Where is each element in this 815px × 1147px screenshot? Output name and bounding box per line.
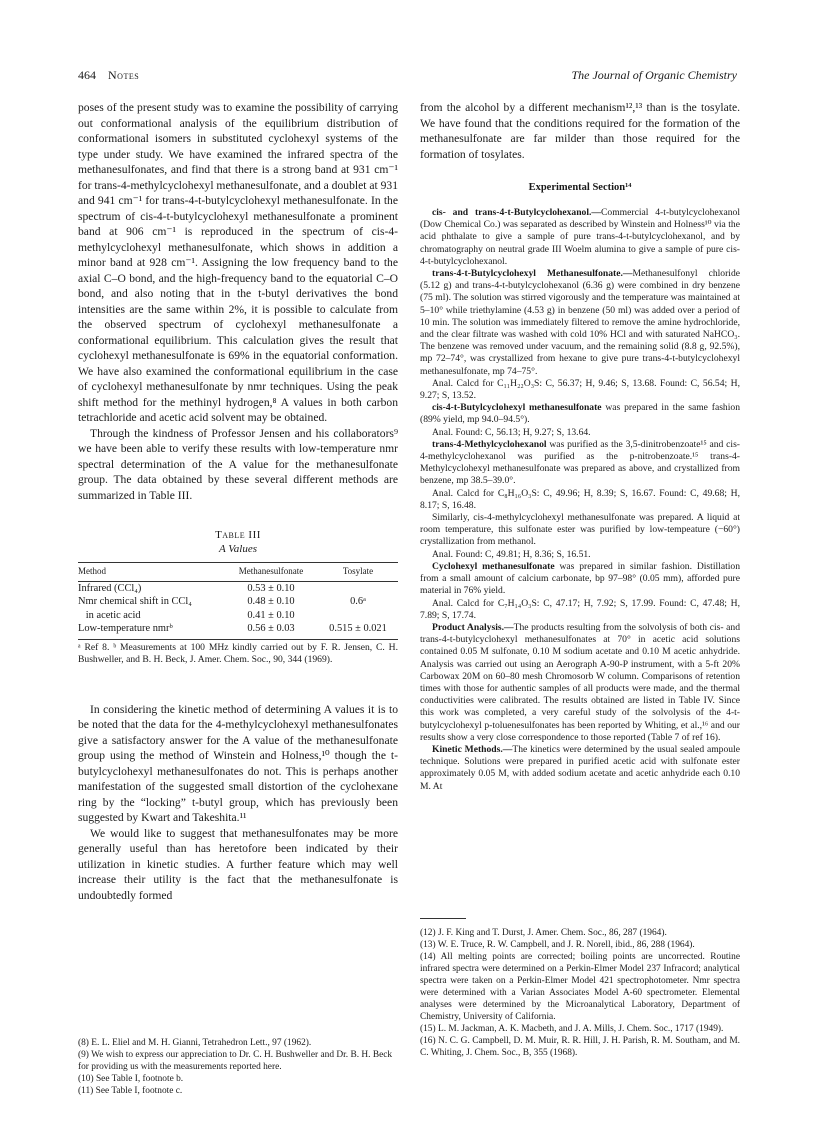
right-column: [420, 100, 740, 793]
experimental-section: [420, 207, 740, 793]
exp-paragraph: [420, 512, 740, 549]
footnote: (10) See Table I, footnote b.: [78, 1074, 184, 1084]
section-name: Notes: [108, 68, 140, 82]
table-cell: 0.53 ± 0.10: [247, 582, 295, 594]
footnote: (11) See Table I, footnote c.: [78, 1086, 183, 1096]
table-cell: Nmr chemical shift in CCl₄: [78, 596, 192, 607]
table-cell: 0.56 ± 0.03: [247, 623, 295, 634]
table-row: [78, 595, 398, 609]
page-number: 464: [78, 68, 96, 82]
table-footnote: ᵃ Ref 8. ᵇ Measurements at 100 MHz kindly carried out by F. R. Jensen, C. H. Bushweller, and B. H. Beck, J. Amer. Chem. Soc., 90, 344 (1969).: [78, 639, 398, 666]
table-header-tosylate: Tosylate: [342, 566, 374, 576]
journal-title: The Journal of Organic Chemistry: [571, 68, 737, 82]
footnotes-left: [78, 1037, 398, 1097]
table-row: [78, 609, 398, 623]
right-paragraph-1: from the alcohol by a different mechanism¹²,¹³ than is the tosylate. We have found that the conditions required for the formation of the methanesulfonate are far milder than those required for the formation of tosylates.: [420, 101, 740, 161]
left-column: [78, 100, 398, 903]
footnote: (14) All melting points are corrected; boiling points are uncorrected. Routine infrared spectra were determined on a Perkin-Elmer Model 237 Infracord; analytical spectra were taken on a Perkin-Elmer Model 421 spectrophotometer. Nmr spectra were determined with a Varian Associates Model A-60 spectrometer. Elemental analyses were determined by the Microanalytical Laboratory, Department of Chemistry, University of California.: [420, 952, 740, 1022]
exp-lead: Kinetic Methods.—: [432, 743, 513, 755]
exp-text: Anal. Calcd for C₈H₁₆O₃S: C, 49.96; H, 8.39; S, 16.67. Found: C, 49.68; H, 8.17; S, 16.48.: [420, 487, 740, 511]
exp-text: Commercial 4-t-butylcyclohexanol (Dow Chemical Co.) was separated as described by Winstein and Holness¹⁰ via the acid phthalate to give a sample of pure trans-4-t-butylcyclohexanol, and by chromatography on neutral grade III Woelm alumina to give a sample of pure cis-4-t-butylcyclohexanol.: [420, 207, 740, 267]
exp-text: was prepared in similar fashion. Distillation from a small amount of calcium carbonate, bp 97–98° (0.05 mm), afforded pure material in 76% yield.: [420, 560, 740, 597]
exp-paragraph: [420, 744, 740, 793]
table-title: Table III: [215, 529, 261, 541]
table-cell: in acetic acid: [78, 609, 141, 621]
footnote: (9) We wish to express our appreciation to Dr. C. H. Bushweller and Dr. B. H. Beck for providing us with the measurements reported here.: [78, 1050, 393, 1072]
right-body: [420, 100, 740, 162]
left-paragraph-2: Through the kindness of Professor Jensen and his collaborators⁹ we have been able to verify these results with low-temperature nmr spectral determination of the A value for the methanesulfonate group. The data obtained by these several different methods are summarized in Table III.: [78, 426, 398, 502]
exp-text: Similarly, cis-4-methylcyclohexyl methanesulfonate was prepared. A liquid at room temperature, this sulfonate ester was purified by low-tempeature (−60°) crystallization from methanol.: [420, 512, 740, 548]
footnotes-right: [420, 927, 740, 1059]
exp-paragraph: [420, 439, 740, 488]
table-header-row: [78, 562, 398, 582]
exp-text: was purified as the 3,5-dinitrobenzoate¹⁵ and cis-4-methylcyclohexanol was purified as the p-nitrobenzoate.¹⁵ trans-4-Methylcyclohexyl methanesulfonate was prepared as above, and crystallized from benzene, mp 38.5–39.0°.: [420, 438, 740, 487]
exp-lead: cis- and trans-4-t-Butylcyclohexanol.—: [432, 207, 602, 218]
table-cell: Infrared (CCl₄): [78, 582, 142, 594]
table-cell: 0.41 ± 0.10: [247, 609, 295, 621]
exp-text: was prepared in the same fashion (89% yield, mp 94.0–94.5°).: [420, 402, 740, 426]
exp-text: Methanesulfonyl chloride (5.12 g) and trans-4-t-butylcyclohexanol (6.36 g) were combined in dry benzene (75 ml). The solution was stirred vigorously and the temperature was maintained at 5–10° while triethylamine (4.53 g) in benzene (50 ml) was added over a period of 10 min. The solution was immediately filtered to remove the amine hydrochloride, and the clear filtrate was washed with cold 10% HCl and with saturated NaHCO₃. The benzene was removed under vacuum, and the remaining solid (8.8 g, 92.5%), mp 72–74°, was crystallized from hexane to give pure trans-4-t-butylcyclohexyl methanesulfonate, mp 74–75°.: [420, 268, 741, 377]
table-cell: [318, 582, 398, 596]
exp-paragraph: [420, 561, 740, 598]
exp-text: Anal. Calcd for C₁₁H₂₂O₃S: C, 56.37; H, 9.46; S, 13.68. Found: C, 56.54; H, 9.27; S, 13.52.: [420, 377, 740, 402]
exp-lead: Product Analysis.—: [432, 621, 514, 633]
table-row: [78, 582, 398, 596]
table-subtitle: A Values: [219, 542, 257, 555]
table-cell: [318, 609, 398, 623]
table-cell: 0.6ᵃ: [350, 596, 366, 607]
exp-text: Anal. Calcd for C₇H₁₄O₃S: C, 47.17; H, 7.92; S, 17.99. Found: C, 47.48; H, 7.89; S, 17.74.: [420, 597, 740, 621]
left-paragraph-3: In considering the kinetic method of determining A values it is to be noted that the data for the 4-methylcyclohexyl methanesulfonates give a satisfactory answer for the A value of the methanesulfonate group using the method of Winstein and Holness,¹⁰ though the t-butylcyclohexyl methanesulfonates do not. This is perhaps another manifestation of the suggested small distortion of the cyclohexane ring by the “locking” t-butyl group, which has previously been suggested by Kwart and Takeshita.¹¹: [78, 702, 398, 824]
page-header: [78, 68, 737, 86]
table-header-methanesulfonate: Methanesulfonate: [238, 566, 304, 576]
exp-lead: cis-4-t-Butylcyclohexyl methanesulfonate: [432, 402, 602, 414]
exp-lead: Cyclohexyl methanesulfonate: [432, 560, 555, 572]
exp-paragraph: [420, 549, 740, 561]
exp-text: The kinetics were determined by the usual sealed ampoule technique. Solutions were prepared in purified acetic acid with sulfonate ester approximately 0.05 M, with added sodium acetate and acetic anhydride each 0.10 M. At: [420, 743, 740, 792]
footnote: (15) L. M. Jackman, A. K. Macbeth, and J. A. Mills, J. Chem. Soc., 1717 (1949).: [420, 1024, 724, 1034]
exp-text: The products resulting from the solvolysis of both cis- and trans-4-t-butylcyclohexyl methanesulfonates at 70° in acetic acid solutions contained 0.05 M sulfonate, 0.10 M sodium acetate and 0.10 M acetic anhydride. Analysis was carried out using an Aerograph A-90-P instrument, with a 5-ft 20% Carbowax 20M on 60–80 mesh Chromosorb W column. Comparisons of retention times with those for authentic samples of all products were made, and the thermal conductivities were calibrated. The results obtained are listed in Table IV. Since this work was completed, a very careful study of the solvolysis of the 4-t-butylcyclohexyl p-toluenesulfonates has been reported by Whiting, et al.,¹⁶ and our results show a very close correspondence to those reported (Table 7 of ref 16).: [420, 621, 740, 743]
exp-paragraph: [420, 207, 740, 268]
left-body-lower: [78, 702, 398, 904]
exp-paragraph: [420, 598, 740, 622]
exp-paragraph: [420, 268, 740, 378]
table-cell: 0.515 ± 0.021: [329, 623, 387, 634]
exp-paragraph: [420, 427, 740, 439]
table-cell: 0.48 ± 0.10: [247, 596, 295, 607]
footnote: (12) J. F. King and T. Durst, J. Amer. Chem. Soc., 86, 287 (1964).: [420, 928, 667, 938]
footnote: (8) E. L. Eliel and M. H. Gianni, Tetrahedron Lett., 97 (1962).: [78, 1038, 312, 1048]
exp-text: Anal. Found: C, 56.13; H, 9.27; S, 13.64.: [432, 426, 591, 438]
table-row: [78, 622, 398, 636]
exp-lead: trans-4-t-Butylcyclohexyl Methanesulfonate.—: [432, 268, 633, 280]
left-body: [78, 100, 398, 503]
experimental-section-title: Experimental Section¹⁴: [528, 182, 632, 193]
exp-text: Anal. Found: C, 49.81; H, 8.36; S, 16.51.: [432, 548, 591, 560]
exp-lead: trans-4-Methylcyclohexanol: [432, 438, 547, 450]
table-cell: Low-temperature nmrᵇ: [78, 623, 173, 634]
table-header-method: Method: [78, 566, 106, 576]
exp-paragraph: [420, 378, 740, 402]
exp-paragraph: [420, 622, 740, 744]
table-iii: [78, 529, 398, 666]
left-paragraph-1: poses of the present study was to examine the possibility of carrying out conformational analysis of the equilibrium distribution of conformational isomers in substituted cyclohexyl systems of the type under study. We have examined the infrared spectra of the methanesulfonates, and find that there is a strong band at 931 cm⁻¹ for trans-4-methylcyclohexyl methanesulfonate, and a doublet at 931 and 941 cm⁻¹ for trans-4-t-butylcyclohexyl methanesulfonate. In the spectrum of cis-4-t-butylcyclohexyl methanesulfonate a prominent band at 906 cm⁻¹ is reproduced in the spectrum of cis-4-methylcyclohexyl methanesulfonate, which shows in addition a minor band at 928 cm⁻¹. Assigning the low frequency band to the axial C–O bond, and the high-frequency band to the equatorial C–O bond, and also noting that in the t-butyl derivatives the bond intensities are the same within 2%, it is possible to calculate from the observed spectrum of cyclohexyl methanesulfonate a conformational equilibrium. This calculation gives the result that cyclohexyl methanesulfonate is 69% in the equatorial conformation. We have also examined the conformational equilibrium in the case of cyclohexyl methanesulfonate by nmr techniques. Using the peak shift method for the methinyl hydrogen,⁸ A values in both carbon tetrachloride and acetic acid solvent may be obtained.: [78, 101, 399, 424]
exp-paragraph: [420, 488, 740, 512]
left-paragraph-4: We would like to suggest that methanesulfonates may be more generally useful than has heretofore been indicated by their utilization in kinetic studies. A further feature which may well increase their utility is the fact that the methanesulfonate is undoubtedly formed: [78, 826, 398, 902]
footnote: (13) W. E. Truce, R. W. Campbell, and J. R. Norell, ibid., 86, 288 (1964).: [420, 940, 695, 950]
footnote-divider: [420, 918, 466, 919]
footnote: (16) N. C. G. Campbell, D. M. Muir, R. R. Hill, J. H. Parish, R. M. Southam, and M. C. Whiting, J. Chem. Soc., B, 355 (1968).: [420, 1036, 740, 1058]
exp-paragraph: [420, 402, 740, 426]
